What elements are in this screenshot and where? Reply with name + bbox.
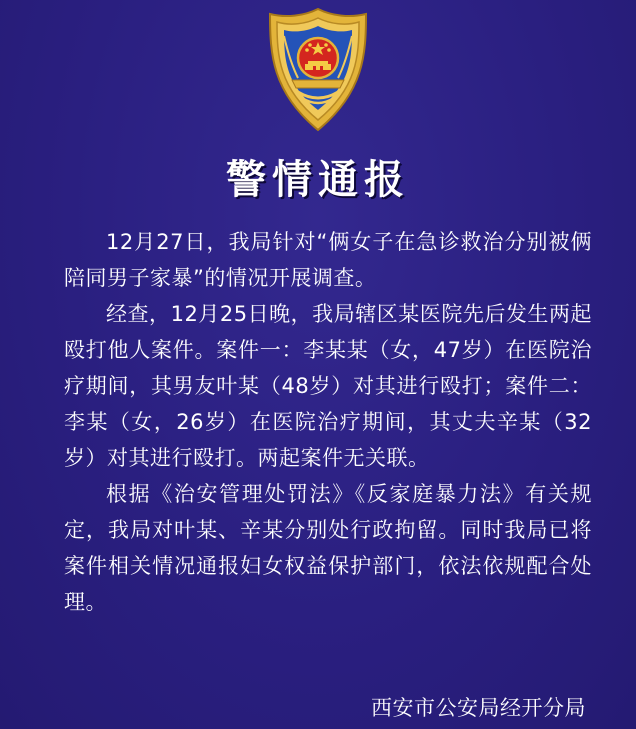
paragraph-findings: 经查，12月25日晚，我局辖区某医院先后发生两起殴打他人案件。案件一：李某某（女，47岁）在医院治疗期间，其男友叶某（48岁）对其进行殴打；案件二：李某（女，26岁）在医院治疗期间，其丈夫辛某（32岁）对其进行殴打。两起案件无关联。 (64, 302, 592, 470)
police-emblem-icon (258, 6, 378, 134)
paragraph-handling: 根据《治安管理处罚法》《反家庭暴力法》有关规定，我局对叶某、辛某分别处行政拘留。同时我局已将案件相关情况通报妇女权益保护部门，依法依规配合处理。 (64, 482, 592, 614)
notice-body (64, 224, 592, 620)
paragraph-investigation: 12月27日，我局针对“俩女子在急诊救治分别被俩陪同男子家暴”的情况开展调查。 (64, 230, 592, 290)
notice-title: 警情通报 (226, 157, 410, 203)
issuer-signature: 西安市公安局经开分局 (371, 696, 586, 720)
